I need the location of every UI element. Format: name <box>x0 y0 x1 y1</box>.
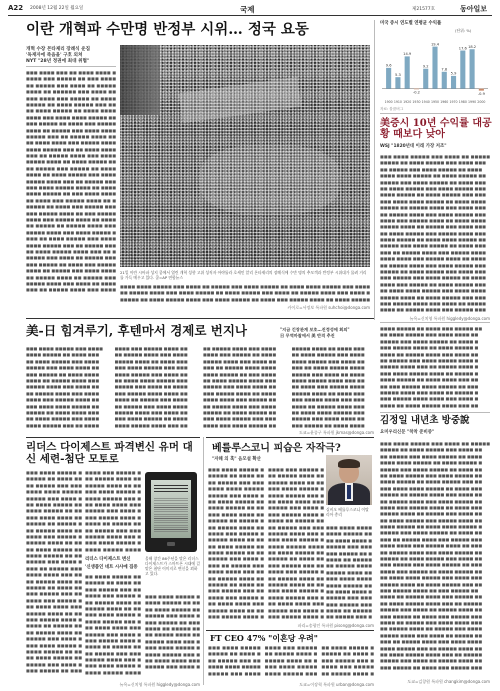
box2-headline: 베를루스코니 피습은 자작극? <box>212 443 341 454</box>
box1-top-rule <box>26 437 200 438</box>
chart-bar-1970 <box>451 76 456 89</box>
chart-bar-1910 <box>395 77 400 88</box>
lead-subhead-2: '독재자에 죽음을' 구호 외쳐 <box>26 53 83 59</box>
box2-byline: 파리=송평인 특파원 pisong@donga.com <box>297 623 374 628</box>
lead-subhead-1: 개혁 수장 몬타제리 장례식 운집 <box>26 47 91 52</box>
box3-col-2: ■■■■ ■■■ ■■■■■ ■■ ■■■■■ ■■■■ ■ ■■■■■ ■■■■ ■■ ■ ■■■ ■■■■ ■■■■■ ■■■■ ■■■■■ ■■■ <box>264 645 318 676</box>
box1-body <box>26 470 200 680</box>
lead-body-text: ■■■ ■■■■ ■■■ ■■ ■■■■ ■■■■ ■ ■■■■ ■■■ ■■■■■ ■■ ■■■ ■■■■ ■■ ■■■■■ ■■■ ■■■■ ■■ ■■■■■ ■■■■ ■■ ■■■■■■ ■■■ ■■■■ ■■ ■■■ ■■■■ ■■■ ■■■■■ ■■ ■■■■ ■■■■■ ■■ ■■■■ ■■■■■ ■■■ ■■ ■■ ■■■■ ■■■■■ ■■ ■■■■ ■■■■ ■■■■ ■■■ ■■■■ ■■■■ ■■■■■ ■■ ■■■ ■■■■■ ■■ ■■■■ ■■■ ■■■■■ ■■■■ ■■ ■■■■■ ■■■ ■■■■ ■■■■ ■■■■■ ■■■ ■■ ■■■■■ ■■■■ ■■ ■■ ■■■■ ■■■■ ■■■ ■■■■■ ■■■■ ■■■■ ■■■■■ ■■■ ■■ ■■■■ ■■■■ ■■■ ■■ ■■■■■ ■■■■ ■■■ ■■■■ ■■■■■ ■■■■ ■■ ■■■■ ■■■■■ ■■ ■■ ■■■■■ ■■■ ■■■■■ ■■ ■■■■ ■■■■ ■■ ■■■■ ■■■■■ ■■■ ■■■■ ■■■■■ ■■■■ ■■■ ■■ ■■■■■ ■■■ ■■■ ■■■■ ■■■■■ ■■■■ ■■ ■■■■ ■■■■ ■■■■■ ■■ ■■■ ■■■■ ■■■■ ■■ ■■■■ ■■■ ■■■■■ ■■■■ ■■ ■ ■■■■■ ■■ ■■■■ ■■■ ■■■■■ ■■■ ■■■ ■■■■■ ■■■■ ■■ ■■■ ■■■■■ ■■■■ ■■■ ■■■■■ ■■■■ ■■ ■■■■ ■■ ■■■■■ ■■ ■■■■■ ■■■■ ■■■ ■■■■■ ■■■■ ■■■ ■■■■ ■■■■■ ■ ■■■ ■■ ■■■■ ■■■■■ ■■■ ■■■■ ■■■■ ■■■■■ ■■■ ■■ ■■■■■ ■■■ ■■ ■■■■ ■■■■■ ■■■■ ■■■ ■■ ■ ■■■■■ ■■■ ■■■■ ■■ ■■■■■ ■■■ ■■■ ■■■■■ ■■ ■■■■ ■■■ ■■■■■ ■■■■ ■■ ■■■■■ ■■■ ■■■■ ■■■■ ■■ ■■■■■ ■■■■ ■■ ■■■■■ ■■■ ■■■■■ ■■■■ ■■■ ■■■■ ■■ ■■■■ ■■■ ■■ ■■■■■ ■■■■ ■■■ ■■■■ <box>26 70 116 293</box>
band-byline: 도쿄=윤종구 특파원 jkmas@donga.com <box>299 430 374 435</box>
lead-subhead-3: NYT "28년 정권에 최대 위협" <box>26 59 90 65</box>
band-col-4: ■■■■■ ■■■■ ■■ ■■■■ ■■■ ■■ ■■■■ ■■■■■ ■■■ ■■■■ ■■■■ ■■■■■ ■■■ ■■■■ ■■ ■■■ ■■ ■■■■ ■■■■■ ■■■■ ■■■■■ ■■■ ■■■■ ■■ ■■■■ ■■■■ ■■■■■ ■■■■ ■■■ ■■ ■■ ■■■■ ■■■ ■■■■■ ■■■■ ■■■■■ ■■■■ ■■ ■■■■ ■■■ ■■■ ■■■■■ ■■■■ ■■■ ■■■ ■■■■ ■■ ■■■■■ ■■■■ ■■■ ■■ ■■■■ ■■■■ ■■■■■ ■■■ ■■■■■ ■■■ ■■■■ ■■■■ ■■ ■■■ ■■■■■ ■■ ■■■■ ■■■■ <box>291 346 365 428</box>
box1-device-screen <box>151 480 191 538</box>
side1-top-rule <box>380 113 490 114</box>
chart-value-label-1910: 5.3 <box>395 72 401 77</box>
box2-col-2: ■■■■ ■■■ ■■■■■ ■ ■■ ■■■■■ ■■■■ ■■ ■■■■■ ■■■■ ■■ ■■ ■■■ ■■■■ ■■■■■ ■ ■■■■ ■■■■■ ■■■ ■ ■■ ■■■■ ■■■■ ■■■ ■■■■■ ■■■ ■■■■ ■ ■■■ ■■■■■ ■■■■ ■ ■■■■ ■■ ■■■■■ ■■ ■■ ■■■■■ ■■■ ■■■ ■■■■■ ■■■■ ■■■ ■ ■■■ ■■■■ ■■■■■ ■ ■■■■ ■■■■■ ■■■■ ■■ ■■■■ ■■■■■ ■■ ■■■■■ ■■ ■■■■ ■■ ■■■ ■■■■■ ■■■ ■■ ■■■■ ■■■ ■■■■■ ■ ■■ ■■■■■ ■■■■ ■■ ■■■■■ ■■■■ ■■ ■■ ■■■ ■■■■ ■■■■■ ■ ■■■■ ■■■■■ ■■■ ■ ■■ ■■■■ ■■■■ ■■■ ■■■■■ ■■■ ■■■■ ■ ■■■ ■■■■■ ■■■■ ■ <box>268 467 324 619</box>
band-col-1: ■■■ ■■■■ ■■■■■ ■■■ ■■■■ ■■■■ ■■■■■ ■■ ■■■■ ■■■ ■■ ■■■■ ■■■■■ ■■■ ■■■■ ■■■■■ ■■■ ■■■■ ■■■■ ■■ ■■■ ■■■■■ ■■ ■■■■ ■■■■ ■■■■ ■■ ■■■■■ ■■■■ ■■■ ■■■■■ ■■■■ ■■■ ■■■■ ■■ ■■ ■■■■■ ■■■■ ■■■ ■■■■ ■■■■ ■■■ ■■■■■ ■■■■ ■■ ■■■ ■■■■ ■■■■ ■■■■■ ■■ ■■■■■ ■■ ■■■■ ■■■■ ■■■ ■■ ■■■■ ■■■■■ ■■■ ■■■■ ■■■■ ■■■■■ ■■■ ■■ ■■■■ <box>26 346 103 428</box>
side2-body-top: ■■■■ ■■■■■ ■■ ■■■■ ■■■ ■■■■■ ■■ ■■ ■■■■ ■■■■■ ■■■ ■■■■ ■■■■ ■■ ■■■■■ ■■■ ■■■■ ■■■■■ ■■ ■■■■ ■ ■■■ ■■■■■ ■■■■ ■■ ■■■■ ■■■■■ ■ ■■■■ ■■ ■■■■■ ■■■■ ■■■ ■■■■ ■■ ■■ ■■■■■ ■■■ ■■■■ ■■■■■ ■■■■ ■ ■■■■■ ■■■■ ■■■ ■■ ■■■■■ ■■■■ ■ ■■■ ■■■■ ■■■■■ ■■■■ ■■ ■■■■■ ■ ■■■■ ■■■■■ ■■ ■■■■ ■■■■ ■■■ ■■ ■■ ■■■ ■■■■■ ■■■■ ■■■■■ ■■ ■■■ ■■■■■ ■■■■ ■■■ ■■■■ ■■ ■■■■■ ■ ■■■ ■■■■■ ■■■■ ■■■■ ■■■ ■■■■ ■ ■■■■ ■■ ■■■■ ■■■■■ ■■■■ ■■■ ■■ <box>380 326 483 408</box>
box1-col-2: ■■■■ ■■■ ■■■■■ ■ ■■ ■■■■■ ■■■■ ■■ ■■■■■ ■■■■ ■■ ■■ ■■■ ■■■■ ■■■■■ ■ ■■■■ ■■■■■ ■■■ ■ ■■ ■■■■ ■■■■ ■■■ ■■■■■ ■■■ ■■■■ ■ ■■■ ■■■■■ ■■■■ ■ ■■■■ ■■ ■■■■■ ■■ ■■ ■■■■■ ■■■ ■■■ ■■■■■ ■■■■ ■■■ ■ ■■■ ■■■■ ■■■■■ ■ ■■■■ ■■■■■ ■■■■ <box>85 470 141 552</box>
lead-photo-caption: 21일 이란 시아파 성지 쿰에서 열린 개혁 성향 고위 성직자 아야톨라 호세인 알리 몬타제리의 장례식에 수만 명의 추모객과 반정부 시위대가 몰려 거리를 가득 메우고 있다. 쿰=AP 연합뉴스 <box>120 270 367 280</box>
lead-photo-crowd <box>120 45 370 267</box>
box3-headline: FT CEO 47% "이혼당 우려" <box>210 633 318 643</box>
box3-col-1: ■■■ ■■■■ ■■■■■ ■■■■■ ■■ ■■■■ ■ ■■ ■■■■■ ■■■ ■■ ■■■■ ■■■■ ■■■■■ ■■■■■ ■■■ ■■■■ <box>208 645 261 676</box>
box1-device-button <box>167 542 175 546</box>
photo-building-left <box>120 45 160 115</box>
band-subheads <box>280 327 375 338</box>
portrait-tie <box>347 485 351 499</box>
chart-source: 자료: 블룸버그 <box>380 107 404 111</box>
lead-subhead-rule <box>26 66 116 67</box>
lead-subheads <box>26 47 116 66</box>
box1-byline: 뉴욕=신치영 특파원 higgledy@donga.com <box>119 682 200 687</box>
side2-headline: 김정일 내년초 방중說 <box>380 415 470 426</box>
box3-body <box>208 645 374 681</box>
box1-col-1: ■■■ ■■■■ ■■■■■ ■ ■■■■■ ■■ ■■■■ ■■ ■■ ■■■■■ ■■■ ■■■ ■■■■ ■■■■ ■■■■■ ■■■■■ ■■■ ■■■■ ■ ■■ ■■■■ ■■■■■ ■■ ■■■■ ■■■■■ ■■ ■■ ■■■ ■■■■ ■■■■ ■■ ■■■■■ ■■ ■■■■■ ■ ■■ ■■■■■ ■■■■ ■■ ■■■■ ■■■ ■■■■■ ■ ■■■■■ ■■■■ ■■ ■■ ■■ ■■■■ ■■■■■ ■■ ■■■■ ■■■■■ ■■ ■■ ■■■■■ ■■■ ■■■■ ■ ■■■ ■■ ■■■■■ ■■■ ■■■■ ■■■■ ■■■ ■■ ■■ ■■■■■ ■■■■ ■■ ■■■■■ ■■ ■■■■ ■■ ■■■ ■■■■■ ■■■ ■■ ■■■■ ■■■ ■■■■■ ■ ■■ ■■■■ ■■■■ ■■■ ■■■■■ ■■■■ ■■ ■■ ■■■ ■■■■■ ■■■■ ■ ■■■■ ■■ ■■■■■ ■■ ■■ ■■■■■ ■■■■ ■■ ■■■■■ ■■■ ■■■■ ■ ■■■ ■■■■ ■■■■■ ■ ■■■■ ■■■■■ ■■ ■■ ■■ ■■■■ ■■■■■ ■■ ■■■■■ ■■■ ■■■■ ■ ■■■ ■■■■■ ■■ ■■■ <box>26 470 82 674</box>
box1-headline: 리더스 다이제스트 파격변신 유머 대신 세련-첨단 모토로 <box>26 441 193 465</box>
box1-device-text-lines <box>154 498 188 532</box>
box1-col-3: ■■■ ■■■■ ■■■■■ ■ ■■■■ ■■■■■ ■■ ■■ ■■ ■■■■ ■■■■■ ■■ ■■■■■ ■■■ ■■■■ ■ ■■■ ■■■■■ ■■ ■■■ ■■■■ ■■ ■■■■■ ■■ ■■ ■■■■■ ■■■■ ■■ ■■■■■ ■■■■ ■■■ ■ ■■■ ■■■■ ■■■■■ ■ ■■■■ ■■■■■ ■■■ ■ ■■ ■■■■ ■■■■ ■■■ ■■■■■ ■■■ ■■■■ ■ <box>145 594 200 670</box>
chart-bar-1930 <box>414 89 419 90</box>
chart-category-label-1940: 1940 <box>421 100 430 104</box>
lead-byline: 카이로=서정보 특파원 suhchoi@donga.com <box>287 305 370 310</box>
photo-crowd-highlight <box>200 145 340 215</box>
lead-headline: 이란 개혁파 수만명 반정부 시위… 정국 요동 <box>26 21 309 38</box>
box3-top-rule <box>206 630 374 631</box>
chart-bar-1900 <box>386 68 391 89</box>
chart-value-label-1960: 7.8 <box>441 67 448 72</box>
box2-col-1: ■■■ ■■■■ ■■■■■ ■ ■■■■■ ■■ ■■■■ ■■ ■■ ■■■■■ ■■■ ■■■ ■■■■ ■■■■ ■■■■■ ■■■■■ ■■■ ■■■■ ■ ■■ ■■■■ ■■■■■ ■■ ■■■■ ■■■■■ ■■ ■■ ■■■ ■■■■ ■■■■ ■■ ■■■■■ ■■ ■■■■■ ■ ■■ ■■■■■ ■■■■ ■■ ■■■■ ■■■ ■■■■■ ■ ■■■■■ ■■■■ ■■ ■■ ■■ ■■■■ ■■■■■ ■■ ■■■■ ■■■■■ ■■ ■■ ■■■■■ ■■■ ■■■■ ■ ■■■ ■■ ■■■■■ ■■■ ■■■■ ■■■■ ■■■ ■■ ■■ ■■■■■ ■■■■ ■■ ■■■■■ ■■ ■■■■ ■■ ■■■ ■■■■■ ■■■ ■■ ■■■■ ■■■ ■■■■■ ■ ■■ ■■■■ ■■■■ ■■■ ■■■■■ ■■■■ ■■ ■■ ■■■ ■■■■■ ■■■■ ■ <box>208 467 264 619</box>
chart-value-label-1940: 9.2 <box>422 64 429 69</box>
chart-category-label-1950: 1950 <box>430 100 440 104</box>
chart-bar-1950 <box>432 47 437 89</box>
header-rule <box>8 15 492 16</box>
chart-category-label-1960: 1960 <box>440 100 449 104</box>
paper-name: 동아일보 <box>460 4 488 13</box>
chart-bar-1940 <box>423 69 428 89</box>
band-top-rule <box>26 318 374 319</box>
side2-body-text: ■■■ ■■■■ ■■■■■ ■■■ ■■■■ ■■ ■■■■■ ■■■■■ ■■ ■■■■ ■■■■■ ■■■ ■■■■ ■■ ■■ ■■■■■ ■■■ ■■■■ ■■■■■ ■■ ■■■■ ■■■■ ■■■■ ■■■■■ ■■ ■■■■ ■■■■■ ■ ■■■■■ ■■■ ■■■■ ■■■■■ ■■ ■■■■ ■■ ■■ ■■■■ ■■■■■ ■■■ ■■■■ ■■■■■ ■■ ■■■■ ■■■■■ ■■ ■■■■ ■■■■■ ■■■ ■■ ■■■ ■■■■ ■■■■ ■■■■■ ■■ ■■■■ ■■■ ■■■■■ ■■ ■■■■■ ■■■■ ■■■ ■■■■ ■■ ■■ ■■■■■ ■■■■ ■■■ ■■■■ ■■■■■ ■■ ■■■■ ■■■ ■■■■■ ■■■■ ■■ ■■■■ ■■■ ■■■■■ ■■■■ ■■ ■■■■■ ■■■ ■■■■ ■■ ■■ ■■■■ ■■■■■ ■■■ ■■■■■ ■■■■ ■■ ■■■■ ■■■■■ ■■ ■■■■ ■■■■ ■■■■■ ■ ■■■■■ ■■■ ■■■■ ■■■■■ ■■ ■■■■ ■■ ■■■ ■■ ■■■■■ ■■■■ ■■■ ■■■■■ ■■■ ■■■■ ■■■■ ■■■ ■■■■■ ■■■■ ■■ ■■■ ■■ ■■■■■ ■■■■ ■■■ ■■■■ ■■■■■ ■■ ■■■■■ ■■ ■■■■ ■■■■■ ■■■ ■■■■ ■■ ■■■ ■■■■■ ■■■ ■■■■ ■■■■■ ■■ ■■■ ■■■■ ■■■ ■■■■■ ■■ ■■■■ ■■■■■ ■■ ■■ ■■■■ ■■■■ ■■■■■ ■■■ ■■■■ ■■■ ■■■■■ ■■■■ ■■ ■■■■ ■■■■■ ■■■ ■■ ■■■ ■■■■■ ■■■■ ■■ ■■■ ■■■■■ ■■ ■■■■ ■■ ■■■■■ ■■■■ ■■■ ■■■■■ ■■ ■■ ■■■■ ■■■■■ ■■■■ ■■■ ■■ ■■■■■ ■■■■■ ■■■ ■■■■ ■■ ■■■■■ ■■■■ ■■ ■■■ ■■■■■ ■■ ■■■■ ■■■ ■■■■■ ■■■ ■■■■ ■■ ■■■■■ ■■■ ■■■■ ■■■■ ■■■ ■■ ■■■■■ ■■■■ ■■ ■■■■■ ■■■ ■■■■ ■■■■■ ■■■■ ■■■ ■■■■ ■■ ■■■■■ ■■ ■■■ ■■ ■■■■■ ■■■■ ■■■ ■■■■ ■■■■ ■■■■ ■■■■■ ■■■ ■■ ■■■■■ ■■■■ ■■ ■■ ■■■■ ■■■■■ ■■■■ ■■■ ■■ ■■■■■ ■■■■■ ■■■ ■■■■ ■■ ■■■■■ ■■■■ ■■ ■■■ ■■■■■ ■■ ■■■■ ■■■ ■■■■■ ■■■ <box>380 441 490 670</box>
chart-value-label-2000: -0.9 <box>477 91 485 96</box>
chart-value-label-1930: -0.2 <box>412 90 420 95</box>
chart-unit: (단위: %) <box>455 28 472 33</box>
chart-category-label-2000: 2000 <box>477 100 486 104</box>
chart-category-label-1990: 1990 <box>468 100 477 104</box>
chart-value-label-1900: 9.6 <box>385 63 392 68</box>
chart-value-label-1990: 18.2 <box>468 45 477 50</box>
chart-value-label-1950: 19.4 <box>430 42 440 47</box>
section-label: 국제 <box>240 5 255 14</box>
box2-col-3: ■■■ ■■■■ ■■■■ ■■■■ ■■■■■ ■■ ■■ ■■■■ ■■■■ ■ ■■■■■ ■■■ ■■■ ■■■ ■■■■■ ■■ ■ ■■■■ ■■ ■■■■■ ■■ ■■■■■ ■■■■ ■■■■■ ■■■■ ■■ ■■■ ■■■■ ■■■■ ■■■■ ■■■■■ ■■ ■■ ■■■■ ■■■■ ■ ■■■■■ ■■■ ■■■ ■■■ ■■■■■ ■■■ ■■■■ ■■ ■■■■■ ■■ ■■■■■ ■■■ ■ <box>326 525 372 620</box>
box2-photo-portrait <box>326 455 372 505</box>
chart-category-label-1930: 1930 <box>412 100 421 104</box>
box1-photo-caption: 올해 창간 86주년을 맞은 리더스 다이제스트가 스마트폰 시대에 걸맞은 첨단 이미지로 변신을 꾀하고 있다. <box>145 556 200 576</box>
chart-value-label-1980: 17.6 <box>458 46 467 51</box>
chart-bar-2000 <box>479 89 484 91</box>
box1-photo-device <box>145 472 197 552</box>
chart-title: 미국 증시 연도별 연평균 수익률 <box>380 21 442 26</box>
box3-col-3: ■■ ■■■■ ■■■■■ ■ ■■■■■ ■■ ■■■■ ■ ■■■ ■■■■■ ■■■ ■ ■■■■ ■■■ ■■■■■ ■■ ■■■■■ ■■■■ ■ <box>321 645 375 676</box>
column-divider-right <box>374 20 375 320</box>
chart-bar-1990 <box>470 49 475 88</box>
band-headline: 美-日 힘겨루기, 후텐마서 경제로 번지나 <box>26 323 247 338</box>
band-col-3: ■■ ■■■■■ ■■■■ ■■■ ■■■■ ■■■■ ■■■ ■■■■■ ■■ ■■■■ ■■■■■ ■■■■ ■■■ ■■■■ ■■ ■■■ ■■ ■■■■■ ■■■■ ■■■■ ■■■■ ■■■■■ ■■ ■■■ ■■■■ ■■ ■■■■ ■■■■■ ■■■■ ■■■ ■■■■■ ■■■ ■■■■ ■■■■ ■■ ■■■ ■■■■■ ■■■■ ■■ ■■■■ ■■■■ ■■■■ ■■■ ■■■■■ ■■ ■■ ■■■■■ ■■■■ ■■■ ■■■■ ■■■■■ ■■ ■■■■ ■■■■■ ■■ ■■■ ■■■■ ■■■■■ ■■■ ■■■ ■■■■ ■■■ ■■■■ ■■■■■ ■■ <box>203 346 277 428</box>
chart-category-label-1910: 1910 <box>393 100 402 104</box>
side2-byline: 도쿄=김창원 특파원 changkim@donga.com <box>407 679 490 684</box>
side2-top-rule <box>380 322 490 323</box>
box1-col-2b: ■■ ■■■■ ■■■■■ ■■ ■■■■■ ■■ ■■■■ ■■ ■■■ ■■■■■ ■■■ ■■ ■■■■ ■■■ ■■■■■ ■ ■■ ■■■■■ ■■■■ ■■ ■■■■■ ■■■■ ■■ ■■ ■■■ ■■■■ ■■■■■ ■ ■■■■ ■■■■■ ■■■ ■ ■■ ■■■■ ■■■■ ■■■ ■■■■■ ■■■ ■■■■ ■ ■■■ ■■■■■ ■■■■ ■ ■■■■ ■■ ■■■■■ ■■ ■■ ■■■■■ ■■■ ■■■ ■■■■■ ■■■■ ■■■ ■ ■■■ ■■■■ ■■■■■ ■ ■■■■ ■■■■■ ■■■■ <box>85 574 141 675</box>
chart-value-label-1920: 14.9 <box>403 52 412 57</box>
band-col-2: ■■■■ ■■■ ■■■■■ ■■■■ ■■ ■■ ■■■■■ ■■■■ ■■■ ■■■■ ■■■■■ ■■■■ ■■ ■■■■ ■■■ ■■■ ■■■■ ■■■■■ ■■■ ■■■ ■■■■ ■■■■■ ■■■ ■■■■ ■■ ■■ ■■■■ ■■■■ ■■■■■ ■■■ ■■■■■ ■■■ ■■■■ ■■ ■■■■ ■■■ ■■■■■ ■■■■ ■■■■ ■■ ■■■■ ■■ ■■■■■ ■■■ ■■■■ ■■ ■■■■■ ■■■ ■■■■ ■■■■ ■■■■■ ■■■■ ■■■ ■■■■ ■■ ■■■ ■■■■ ■■■■■ ■■ ■■■■ ■■■■ ■■■■■ ■■■■ ■■■ ■■ <box>114 346 188 428</box>
chart-category-label-1920: 1920 <box>403 100 412 104</box>
box1-device-title-lines <box>154 484 188 492</box>
side1-byline: 뉴욕=신치영 특파원 higgledy@donga.com <box>409 316 490 321</box>
chart-category-label-1970: 1970 <box>449 100 458 104</box>
side1-headline: 美증시 10년 수익률 대공황 때보다 낮아 <box>380 118 492 140</box>
chart-value-label-1970: 5.9 <box>450 71 457 76</box>
side2-mid-rule <box>380 412 490 413</box>
chart-category-label-1980: 1980 <box>458 100 467 104</box>
box1-side-heading-2: '신생품인 네트 시사에 집중 <box>85 565 138 570</box>
page-number: A22 <box>8 4 24 12</box>
box2-photo-caption: 실비오 베를루스코니 이탈리아 총리 <box>326 507 369 517</box>
side1-subhead: WSJ "1820년대 이래 가장 저조" <box>380 144 447 149</box>
chart-svg <box>378 33 490 105</box>
band-subhead-1: "지금 긴장관계 보호…진정성에 회의" <box>280 327 350 332</box>
page-header <box>8 4 492 14</box>
side1-body-text: ■■■ ■■■■ ■■■■■ ■■■ ■■■■ ■■ ■■■■■ ■■■■■ ■■ ■■■■ ■■■■■ ■■■ ■■■■ ■■■ ■■ ■■■■■ ■■■ ■■■■ ■■■■■ ■■ ■■■■ ■■■■ ■■■■ ■■■■■ ■■ ■■■■ ■■■■■ ■■ ■■■■■ ■■■ ■■■■ ■■■■■ ■■ ■■■■ ■■■ ■■ ■■■■ ■■■■■ ■■■ ■■■■ ■■■■■ ■■■ ■■■■ ■■■■■ ■■ ■■■■ ■■■■■ ■■■ ■■■ ■■■ ■■■■ ■■■■ ■■■■■ ■■ ■■■■ ■■■■ ■■■■■ ■■ ■■■■■ ■■■■ ■■■ ■■■■ ■■■ ■■ ■■■■■ ■■■■ ■■■ ■■■■ ■■■■■ ■■■ ■■■■ ■■■ ■■■■■ ■■■■ ■■ ■■■■ ■■■■ ■■■■■ ■■■■ ■■ ■■■■■ ■■■ ■■■■ ■■■ ■■ ■■■■ ■■■■■ ■■■ ■■■■■ ■■■■ ■■■ ■■■■ ■■■■■ ■■ ■■■■ ■■■■ ■■■■■ ■■ ■■■■■ ■■■ ■■■■ ■■■■■ ■■ ■■■■ ■■■ ■■■ ■■ ■■■■■ ■■■■ ■■■ ■■■■■ ■■■■ ■■■■ ■■■■ ■■■ ■■■■■ ■■■■ ■■ ■■■■ ■■ ■■■■■ ■■■■ ■■■ ■■■■ ■■■■■ ■■■ ■■■■■ ■■ ■■■■ ■■■■■ ■■■ ■■■■ ■■■ ■■■ ■■■■■ ■■■ ■■■■ ■■■■■ ■■ ■■■■ ■■■■ ■■■ ■■■■■ ■■ ■■■■ ■■■■■ ■■■ ■■ ■■■■ ■■■■ ■■■■■ ■■■ ■■■■ ■■■■ ■■■■■ ■■■■ ■■ ■■■■ ■■■■■ ■■■ ■■■ ■■■ ■■■■■ ■■■■ ■■■ ■■■■ ■■ ■■■■■ ■■■■ ■■ ■■■■■ ■■■■ ■■■ ■■■■■ ■■■ <box>380 154 490 313</box>
box3-byline: 도쿄=이장혁 특파원 urban@donga.com <box>299 682 374 687</box>
chart-bar-1980 <box>460 51 465 89</box>
issue-number: 제21577호 <box>412 6 436 12</box>
chart-bar-1920 <box>405 56 410 88</box>
page-date: 2008년 12월 22일 월요일 <box>30 6 84 11</box>
box2-top-rule <box>206 437 374 438</box>
lead-body-text-2: ■■■■ ■■■■ ■■■■■ ■■■ ■■■■ ■■ ■■■■■ ■■■ ■■■■ ■■■■■ ■■ ■■■■ ■■■■ ■■■■■ ■■■ ■■■■ ■■ ■■■■■ ■■■■ ■■■ ■■■■ ■■■■■ ■■ ■■■■ ■■■■■ ■■■ ■■■■ ■■ ■■■■■ ■■■■ ■■■ ■■■■ ■ ■■■■■ ■■ ■■■■ ■■■■■ ■■■■ ■■■ ■■■■ ■■■■■ ■■ ■■■■ ■■■ ■■■■■ ■■■■ ■■ ■■■■ ■■■■■ <box>120 284 370 302</box>
portrait-hair <box>338 459 360 468</box>
box1-side-heading: 리더스 다이제스트 변신 <box>85 557 131 562</box>
band-body <box>26 346 374 428</box>
chart-bar-1960 <box>442 72 447 89</box>
band-subhead-2: 日 무역마찰에서 美 반격 추진 <box>280 332 335 338</box>
box-divider <box>203 437 204 685</box>
box2-subhead: "자해 의 혹" 음모설 확산 <box>212 457 261 462</box>
chart-category-label-1900: 1900 <box>384 100 393 104</box>
side2-subhead: 요미우리신문 "착착 준비중" <box>380 430 435 435</box>
photo-street-band <box>178 77 301 123</box>
